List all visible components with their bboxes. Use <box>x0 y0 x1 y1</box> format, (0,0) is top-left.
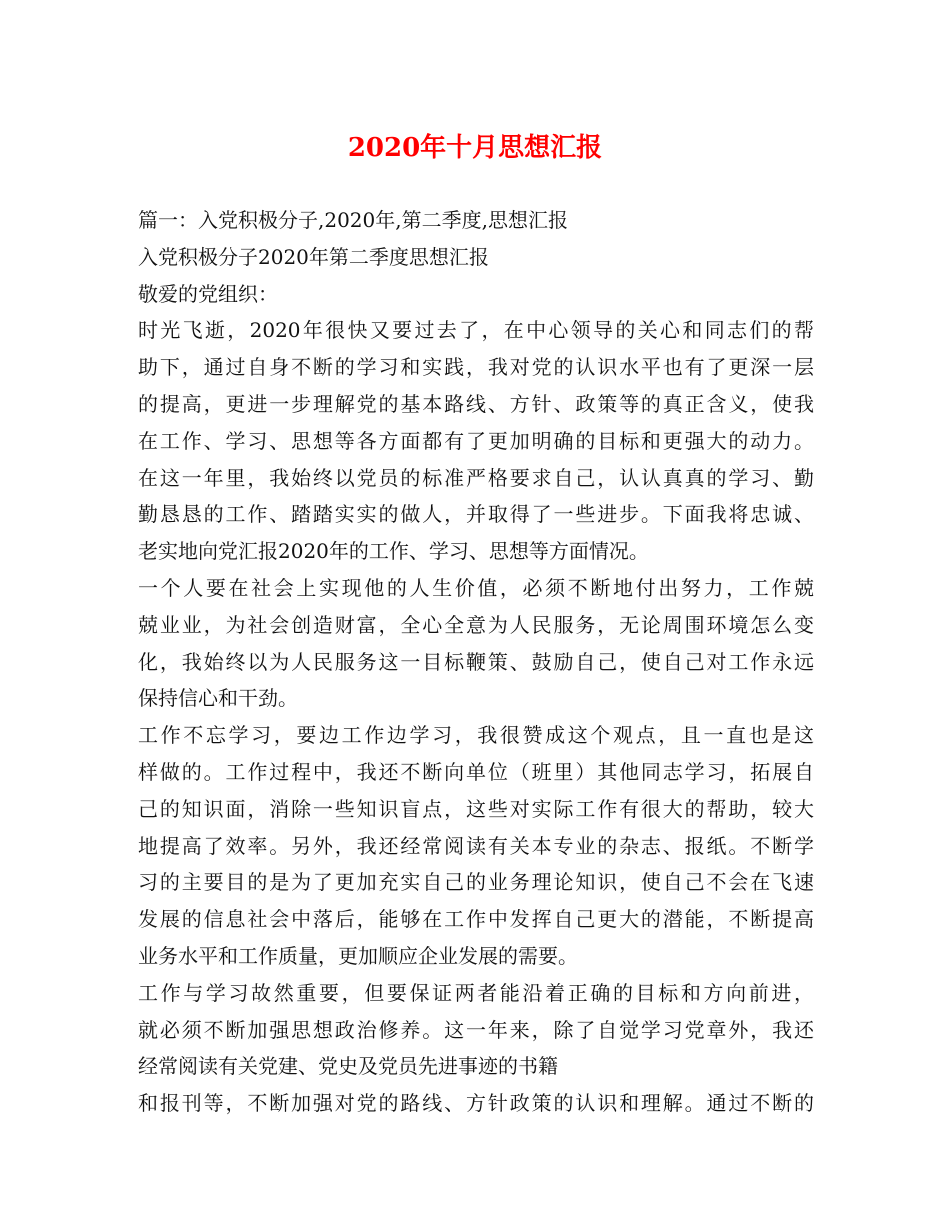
text-line: 样做的。工作过程中，我还不断向单位（班里）其他同志学习，拓展自 <box>138 759 814 784</box>
text-line: 工作不忘学习，要边工作边学习，我很赞成这个观点，且一直也是这 <box>138 723 814 748</box>
text-line: 老实地向党汇报2020年的工作、学习、思想等方面情况。 <box>138 539 649 564</box>
text-line: 就必须不断加强思想政治修养。这一年来，除了自觉学习党章外，我还 <box>138 1017 814 1042</box>
text-line: 一个人要在社会上实现他的人生价值，必须不断地付出努力，工作兢 <box>138 575 814 600</box>
text-line: 地提高了效率。另外，我还经常阅读有关本专业的杂志、报纸。不断学 <box>138 833 814 858</box>
text-line: 业务水平和工作质量，更加顺应企业发展的需要。 <box>138 943 578 968</box>
text-line: 经常阅读有关党建、党史及党员先进事迹的书籍 <box>138 1054 558 1079</box>
text-line: 工作与学习故然重要，但要保证两者能沿着正确的目标和方向前进， <box>138 980 814 1005</box>
text-line: 入党积极分子2020年第二季度思想汇报 <box>138 244 489 269</box>
text-line: 的提高，更进一步理解党的基本路线、方针、政策等的真正含义，使我 <box>138 391 814 416</box>
text-line: 和报刊等，不断加强对党的路线、方针政策的认识和理解。通过不断的 <box>138 1091 814 1116</box>
text-line: 化，我始终以为人民服务这一目标鞭策、鼓励自己，使自己对工作永远 <box>138 649 814 674</box>
document-title: 2020年十月思想汇报 <box>347 133 603 163</box>
document-body <box>138 202 814 1122</box>
text-line: 保持信心和干劲。 <box>138 686 298 711</box>
text-line: 篇一：入党积极分子,2020年,第二季度,思想汇报 <box>138 208 568 232</box>
text-line: 在工作、学习、思想等各方面都有了更加明确的目标和更强大的动力。 <box>138 428 814 453</box>
text-line: 助下，通过自身不断的学习和实践，我对党的认识水平也有了更深一层 <box>138 355 814 380</box>
text-line: 敬爱的党组织： <box>138 281 278 306</box>
text-line: 发展的信息社会中落后，能够在工作中发挥自己更大的潜能，不断提高 <box>138 907 814 932</box>
text-line: 习的主要目的是为了更加充实自己的业务理论知识，使自己不会在飞速 <box>138 870 814 895</box>
text-line: 兢业业，为社会创造财富，全心全意为人民服务，无论周围环境怎么变 <box>138 612 814 637</box>
text-line: 时光飞逝，2020年很快又要过去了，在中心领导的关心和同志们的帮 <box>138 318 814 343</box>
text-line: 己的知识面，消除一些知识盲点，这些对实际工作有很大的帮助，较大 <box>138 796 814 821</box>
text-line: 勤恳恳的工作、踏踏实实的做人，并取得了一些进步。下面我将忠诚、 <box>138 502 814 527</box>
text-line: 在这一年里，我始终以党员的标准严格要求自己，认认真真的学习、勤 <box>138 465 814 490</box>
